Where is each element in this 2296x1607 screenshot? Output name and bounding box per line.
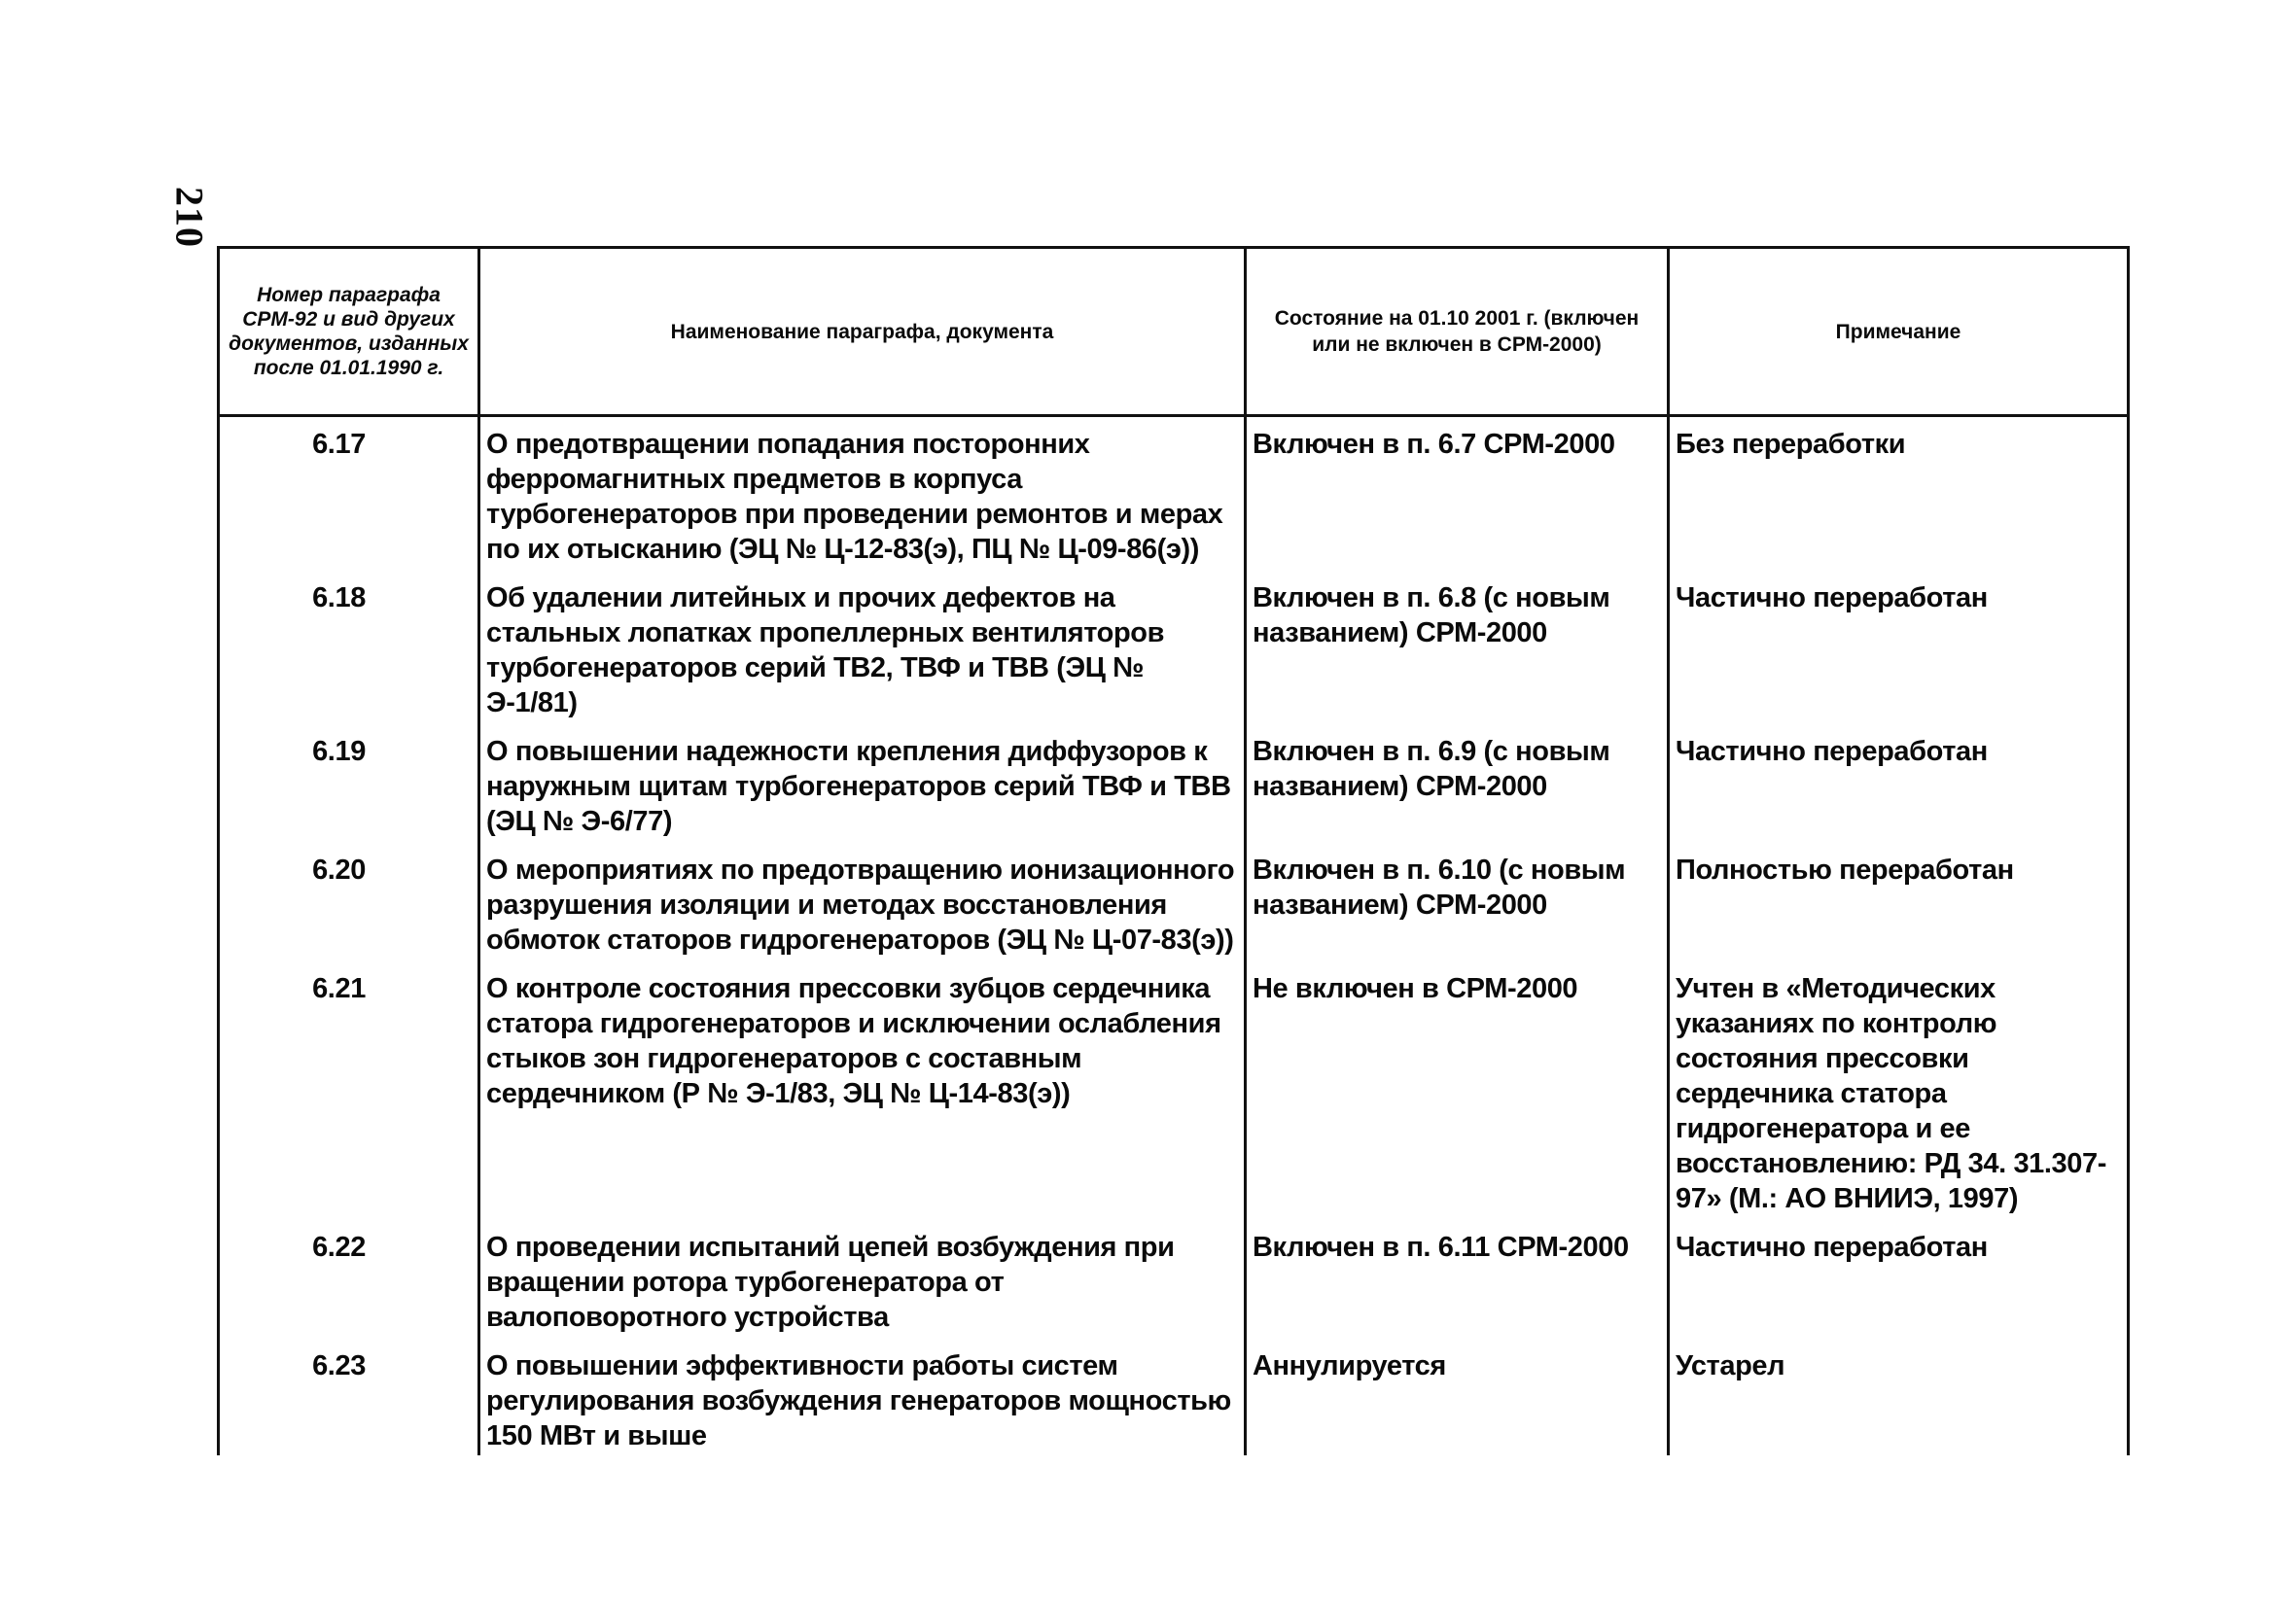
cell-note: Частично переработан bbox=[1669, 1228, 2129, 1346]
header-paragraph-number: Номер параграфа СРМ-92 и вид других документов, изданных после 01.01.1990 г. bbox=[219, 248, 479, 416]
cell-status: Включен в п. 6.9 (с новым названием) СРМ-2000 bbox=[1246, 732, 1669, 851]
cell-name: О повышении надежности крепления диффузоров к наружным щитам турбогенераторов серий ТВФ и ТВВ (ЭЦ № Э-6/77) bbox=[479, 732, 1246, 851]
cell-number: 6.18 bbox=[219, 578, 479, 732]
header-name: Наименование параграфа, документа bbox=[479, 248, 1246, 416]
table-row bbox=[219, 1346, 2129, 1455]
cell-name: О проведении испытаний цепей возбуждения при вращении ротора турбогенератора от валоповоротного устройства bbox=[479, 1228, 1246, 1346]
cell-status: Не включен в СРМ-2000 bbox=[1246, 969, 1669, 1228]
cell-note: Полностью переработан bbox=[1669, 851, 2129, 969]
cell-number: 6.19 bbox=[219, 732, 479, 851]
header-gap bbox=[219, 416, 2129, 426]
page-number: 210 bbox=[167, 187, 212, 248]
cell-note: Частично переработан bbox=[1669, 732, 2129, 851]
cell-status: Включен в п. 6.10 (с новым названием) СРМ-2000 bbox=[1246, 851, 1669, 969]
cell-number: 6.22 bbox=[219, 1228, 479, 1346]
table-row bbox=[219, 425, 2129, 578]
cell-note: Учтен в «Методических указаниях по контролю состояния прессовки сердечника статора гидрогенератора и ее восстановлению: РД 34. 31.307-97» (М.: АО ВНИИЭ, 1997) bbox=[1669, 969, 2129, 1228]
cell-number: 6.23 bbox=[219, 1346, 479, 1455]
cell-name: О предотвращении попадания посторонних ферромагнитных предметов в корпуса турбогенераторов при проведении ремонтов и мерах по их отысканию (ЭЦ № Ц-12-83(э), ПЦ № Ц-09-86(э)) bbox=[479, 425, 1246, 578]
table-row bbox=[219, 578, 2129, 732]
cell-number: 6.17 bbox=[219, 425, 479, 578]
cell-name: О повышении эффективности работы систем регулирования возбуждения генераторов мощностью 150 МВт и выше bbox=[479, 1346, 1246, 1455]
table-row bbox=[219, 1228, 2129, 1346]
table-header-row bbox=[219, 248, 2129, 416]
table-row bbox=[219, 969, 2129, 1228]
cell-name: Об удалении литейных и прочих дефектов на стальных лопатках пропеллерных вентиляторов турбогенераторов серий ТВ2, ТВФ и ТВВ (ЭЦ № Э-1/81) bbox=[479, 578, 1246, 732]
cell-note: Без переработки bbox=[1669, 425, 2129, 578]
status-table bbox=[217, 246, 2130, 1455]
table-row bbox=[219, 851, 2129, 969]
cell-note: Устарел bbox=[1669, 1346, 2129, 1455]
cell-name: О контроле состояния прессовки зубцов сердечника статора гидрогенераторов и исключении ослабления стыков зон гидрогенераторов с составным сердечником (Р № Э-1/83, ЭЦ № Ц-14-83(э)) bbox=[479, 969, 1246, 1228]
cell-status: Включен в п. 6.8 (с новым названием) СРМ-2000 bbox=[1246, 578, 1669, 732]
header-status: Состояние на 01.10 2001 г. (включен или не включен в СРМ-2000) bbox=[1246, 248, 1669, 416]
cell-number: 6.20 bbox=[219, 851, 479, 969]
cell-status: Включен в п. 6.11 СРМ-2000 bbox=[1246, 1228, 1669, 1346]
cell-name: О мероприятиях по предотвращению ионизационного разрушения изоляции и методах восстановления обмоток статоров гидрогенераторов (ЭЦ № Ц-07-83(э)) bbox=[479, 851, 1246, 969]
cell-status: Включен в п. 6.7 СРМ-2000 bbox=[1246, 425, 1669, 578]
header-note: Примечание bbox=[1669, 248, 2129, 416]
cell-number: 6.21 bbox=[219, 969, 479, 1228]
cell-note: Частично переработан bbox=[1669, 578, 2129, 732]
table-row bbox=[219, 732, 2129, 851]
cell-status: Аннулируется bbox=[1246, 1346, 1669, 1455]
